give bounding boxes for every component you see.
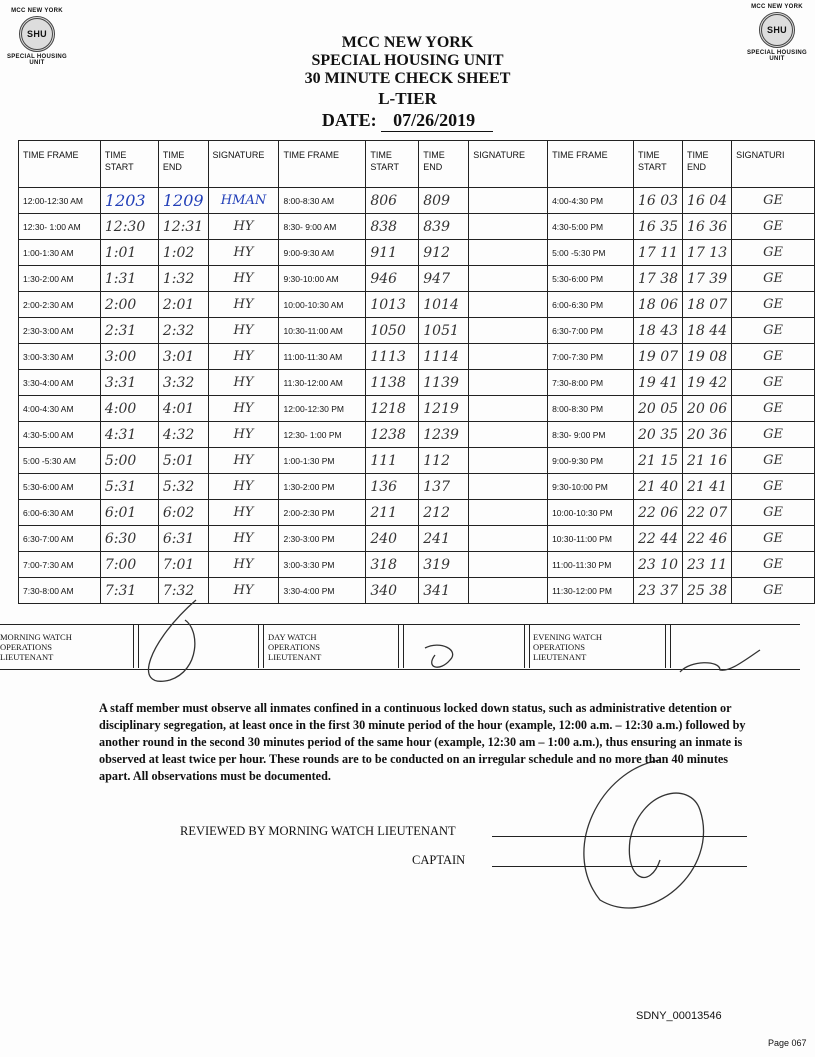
label-line: OPERATIONS [533,642,585,652]
time-end-cell: 2:01 [158,292,208,318]
time-end-cell: 947 [419,266,469,292]
label-line: DAY WATCH [268,632,317,642]
time-start-cell: 19 41 [633,370,682,396]
time-start-cell: 3:31 [100,370,158,396]
time-frame-cell: 12:30- 1:00 AM [19,214,101,240]
day-lieutenant-signature [425,645,453,667]
time-end-cell: 22 46 [683,526,732,552]
time-frame-cell: 3:30-4:00 AM [19,370,101,396]
time-end-cell: 6:02 [158,500,208,526]
evening-lieutenant-signature [680,650,760,672]
signature-cell: GE [732,188,815,214]
morning-lieutenant-signature [149,600,196,681]
time-end-cell: 241 [419,526,469,552]
time-start-cell: 5:00 [100,448,158,474]
time-start-cell: 2:00 [100,292,158,318]
time-end-cell: 839 [419,214,469,240]
time-frame-cell: 2:30-3:00 AM [19,318,101,344]
column-header: TIME END [158,141,208,188]
time-end-cell: 18 44 [683,318,732,344]
time-start-cell: 1050 [366,318,419,344]
title-line2: SPECIAL HOUSING UNIT [311,52,504,69]
signature-cell: GE [732,214,815,240]
time-end-cell: 21 16 [683,448,732,474]
signature-cell: GE [732,448,815,474]
signature-cell: HY [208,370,279,396]
time-frame-cell: 10:00-10:30 PM [548,500,634,526]
time-end-cell: 25 38 [683,578,732,604]
time-end-cell: 20 36 [683,422,732,448]
time-end-cell: 23 11 [683,552,732,578]
time-start-cell: 20 35 [633,422,682,448]
column-header: TIME FRAME [19,141,101,188]
time-start-cell: 4:31 [100,422,158,448]
signature-cell: HY [208,552,279,578]
logo-text: MCC NEW YORK [751,4,803,10]
label-line: LIEUTENANT [0,652,54,662]
time-start-cell: 2:31 [100,318,158,344]
signature-cell: GE [732,396,815,422]
time-end-cell: 7:32 [158,578,208,604]
title-line1: MCC NEW YORK [341,34,474,51]
time-end-cell: 1:32 [158,266,208,292]
time-start-cell: 21 15 [633,448,682,474]
column-header: SIGNATURI [732,141,815,188]
column-header: TIME START [633,141,682,188]
time-end-cell: 19 42 [683,370,732,396]
time-end-cell: 1014 [419,292,469,318]
time-start-cell: 19 07 [633,344,682,370]
time-frame-cell: 6:30-7:00 AM [19,526,101,552]
time-end-cell: 19 08 [683,344,732,370]
time-end-cell: 3:32 [158,370,208,396]
reviewed-by-label: REVIEWED BY MORNING WATCH LIEUTENANT [180,824,456,838]
signature-cell: HY [208,578,279,604]
signature-cell: HY [208,214,279,240]
bates-number: SDNY_00013546 [636,1010,722,1022]
time-frame-cell: 6:00-6:30 AM [19,500,101,526]
time-start-cell: 16 35 [633,214,682,240]
time-start-cell: 5:31 [100,474,158,500]
time-frame-cell: 9:00-9:30 AM [279,240,366,266]
column-header: TIME FRAME [279,141,366,188]
time-end-cell: 17 13 [683,240,732,266]
time-end-cell: 1139 [419,370,469,396]
time-start-cell: 23 37 [633,578,682,604]
time-start-cell: 1:31 [100,266,158,292]
time-start-cell: 1138 [366,370,419,396]
time-frame-cell: 12:30- 1:00 PM [279,422,366,448]
signature-cell: HY [208,266,279,292]
time-frame-cell: 8:30- 9:00 PM [548,422,634,448]
time-start-cell: 22 44 [633,526,682,552]
signature-cell: HY [208,500,279,526]
time-frame-cell: 9:00-9:30 PM [548,448,634,474]
time-frame-cell: 4:30-5:00 PM [548,214,634,240]
time-end-cell: 3:01 [158,344,208,370]
time-start-cell: 16 03 [633,188,682,214]
signature-cell: GE [732,552,815,578]
label-line: OPERATIONS [268,642,320,652]
time-frame-cell: 11:30-12:00 PM [548,578,634,604]
time-frame-cell: 2:00-2:30 AM [19,292,101,318]
time-start-cell: 1013 [366,292,419,318]
time-end-cell: 1219 [419,396,469,422]
label-line: LIEUTENANT [533,652,587,662]
seal-text: SHU [767,25,787,35]
time-end-cell: 7:01 [158,552,208,578]
time-start-cell: 240 [366,526,419,552]
time-end-cell: 1:02 [158,240,208,266]
time-end-cell: 5:32 [158,474,208,500]
time-frame-cell: 11:30-12:00 AM [279,370,366,396]
time-frame-cell: 12:00-12:30 PM [279,396,366,422]
time-start-cell: 946 [366,266,419,292]
time-start-cell: 3:00 [100,344,158,370]
signature-cell: GE [732,370,815,396]
time-start-cell: 1:01 [100,240,158,266]
time-frame-cell: 9:30-10:00 PM [548,474,634,500]
title-line4: L-TIER [378,89,437,108]
time-end-cell: 319 [419,552,469,578]
time-start-cell: 111 [366,448,419,474]
signature-cell: GE [732,422,815,448]
time-start-cell: 1113 [366,344,419,370]
title-line3: 30 MINUTE CHECK SHEET [304,70,511,87]
signature-cell: GE [732,240,815,266]
time-start-cell: 21 40 [633,474,682,500]
column-header: TIME START [366,141,419,188]
time-frame-cell: 11:00-11:30 AM [279,344,366,370]
signature-cell: HY [208,318,279,344]
signature-cell: GE [732,318,815,344]
time-frame-cell: 1:30-2:00 PM [279,474,366,500]
time-frame-cell: 4:30-5:00 AM [19,422,101,448]
logo-text: SPECIAL HOUSING UNIT [746,50,808,62]
time-start-cell: 1238 [366,422,419,448]
column-header: TIME FRAME [548,141,634,188]
time-end-cell: 5:01 [158,448,208,474]
date-value: 07/26/2019 [381,110,493,132]
time-start-cell: 23 10 [633,552,682,578]
time-start-cell: 17 38 [633,266,682,292]
time-frame-cell: 5:00 -5:30 AM [19,448,101,474]
time-end-cell: 2:32 [158,318,208,344]
signature-cell: GE [732,500,815,526]
time-start-cell: 806 [366,188,419,214]
time-end-cell: 4:32 [158,422,208,448]
logo-text: SPECIAL HOUSING UNIT [6,54,68,66]
time-start-cell: 1203 [100,188,158,214]
time-end-cell: 20 06 [683,396,732,422]
time-frame-cell: 7:30-8:00 PM [548,370,634,396]
time-frame-cell: 1:00-1:30 AM [19,240,101,266]
label-line: MORNING WATCH [0,632,72,642]
column-header: TIME END [419,141,469,188]
time-frame-cell: 7:00-7:30 AM [19,552,101,578]
time-end-cell: 341 [419,578,469,604]
time-end-cell: 18 07 [683,292,732,318]
time-frame-cell: 9:30-10:00 AM [279,266,366,292]
time-start-cell: 211 [366,500,419,526]
time-frame-cell: 1:30-2:00 AM [19,266,101,292]
seal-text: SHU [27,29,47,39]
time-end-cell: 912 [419,240,469,266]
time-frame-cell: 8:00-8:30 AM [279,188,366,214]
time-end-cell: 1209 [158,188,208,214]
time-frame-cell: 2:00-2:30 PM [279,500,366,526]
time-start-cell: 838 [366,214,419,240]
page-number: Page 067 [768,1038,807,1048]
column-header: TIME START [100,141,158,188]
signature-cell: GE [732,526,815,552]
time-start-cell: 340 [366,578,419,604]
time-start-cell: 7:00 [100,552,158,578]
time-start-cell: 12:30 [100,214,158,240]
time-end-cell: 16 36 [683,214,732,240]
time-frame-cell: 7:30-8:00 AM [19,578,101,604]
time-start-cell: 318 [366,552,419,578]
time-start-cell: 22 06 [633,500,682,526]
time-frame-cell: 3:00-3:30 PM [279,552,366,578]
signature-cell: GE [732,266,815,292]
time-start-cell: 18 43 [633,318,682,344]
time-end-cell: 12:31 [158,214,208,240]
time-end-cell: 16 04 [683,188,732,214]
time-start-cell: 4:00 [100,396,158,422]
time-end-cell: 212 [419,500,469,526]
time-end-cell: 6:31 [158,526,208,552]
time-end-cell: 137 [419,474,469,500]
time-frame-cell: 1:00-1:30 PM [279,448,366,474]
time-frame-cell: 11:00-11:30 PM [548,552,634,578]
label-line: EVENING WATCH [533,632,603,642]
signature-cell: HY [208,526,279,552]
label-line: LIEUTENANT [268,652,322,662]
signature-cell: HY [208,240,279,266]
time-start-cell: 7:31 [100,578,158,604]
time-start-cell: 6:30 [100,526,158,552]
signature-cell: GE [732,344,815,370]
signature-cell: HY [208,396,279,422]
time-frame-cell: 12:00-12:30 AM [19,188,101,214]
time-end-cell: 21 41 [683,474,732,500]
time-start-cell: 136 [366,474,419,500]
captain-label: CAPTAIN [412,853,466,867]
time-end-cell: 1114 [419,344,469,370]
reviewed-by-line [492,836,747,837]
signature-cell: GE [732,474,815,500]
signature-cell: HMAN [208,188,279,214]
time-end-cell: 1051 [419,318,469,344]
signature-cell: GE [732,292,815,318]
time-start-cell: 20 05 [633,396,682,422]
time-start-cell: 6:01 [100,500,158,526]
label-line: OPERATIONS [0,642,52,652]
policy-text: A staff member must observe all inmates confined in a continuous locked down status, such as administrative detention or disciplinary segregation, at least once in the first 30 minute period of the hour (example, 12:00 a.m. – 12:30 a.m.) followed by another round in the second 30 minutes period of the same hour (example, 12:30 am – 1:00 a.m.), thus ensuring an inmate is observed at least twice per hour. These rounds are to be conducted on an irregular schedule and no more than 40 minutes apart. All observations must be documented. [99,701,746,783]
column-header: SIGNATURE [208,141,279,188]
time-frame-cell: 2:30-3:00 PM [279,526,366,552]
time-frame-cell: 5:00 -5:30 PM [548,240,634,266]
time-frame-cell: 10:30-11:00 AM [279,318,366,344]
time-frame-cell: 5:30-6:00 PM [548,266,634,292]
column-header: TIME END [683,141,732,188]
time-start-cell: 18 06 [633,292,682,318]
signature-cell: HY [208,292,279,318]
time-frame-cell: 4:00-4:30 AM [19,396,101,422]
time-end-cell: 17 39 [683,266,732,292]
date-label: DATE: [321,110,377,130]
time-frame-cell: 10:30-11:00 PM [548,526,634,552]
signature-cell: HY [208,344,279,370]
signature-cell: HY [208,474,279,500]
time-frame-cell: 7:00-7:30 PM [548,344,634,370]
time-start-cell: 1218 [366,396,419,422]
time-end-cell: 809 [419,188,469,214]
time-end-cell: 22 07 [683,500,732,526]
time-frame-cell: 3:30-4:00 PM [279,578,366,604]
time-frame-cell: 8:30- 9:00 AM [279,214,366,240]
time-frame-cell: 3:00-3:30 AM [19,344,101,370]
time-frame-cell: 8:00-8:30 PM [548,396,634,422]
time-end-cell: 1239 [419,422,469,448]
signature-cell: HY [208,422,279,448]
signature-cell: HY [208,448,279,474]
time-end-cell: 112 [419,448,469,474]
time-start-cell: 911 [366,240,419,266]
time-frame-cell: 10:00-10:30 AM [279,292,366,318]
captain-line [492,866,747,867]
time-frame-cell: 5:30-6:00 AM [19,474,101,500]
logo-text: MCC NEW YORK [11,8,63,14]
time-start-cell: 17 11 [633,240,682,266]
time-frame-cell: 6:00-6:30 PM [548,292,634,318]
column-header: SIGNATURE [469,141,548,188]
time-frame-cell: 6:30-7:00 PM [548,318,634,344]
time-end-cell: 4:01 [158,396,208,422]
signature-cell: GE [732,578,815,604]
time-frame-cell: 4:00-4:30 PM [548,188,634,214]
